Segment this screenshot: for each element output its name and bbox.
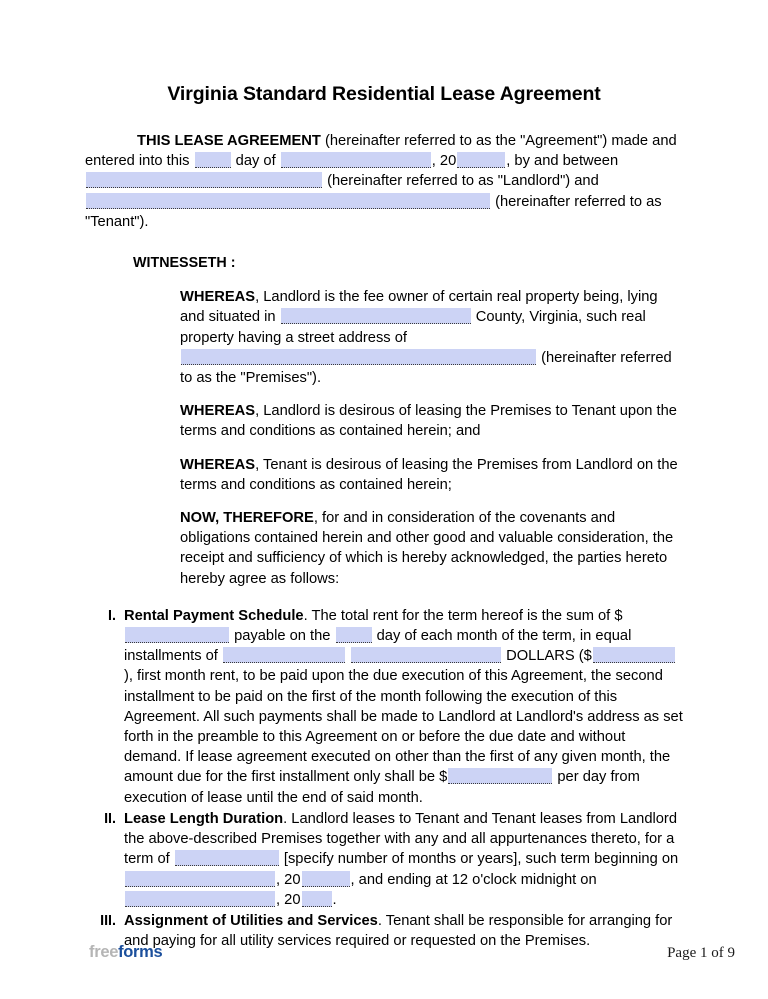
preamble-text-2: day of <box>231 153 280 170</box>
section-1-text-2: payable on the <box>230 628 335 645</box>
logo-text-free: free <box>89 943 119 961</box>
section-lease-length-duration <box>85 809 683 910</box>
blank-month[interactable] <box>281 152 431 168</box>
section-2-text-3: , 20 <box>276 871 301 888</box>
preamble-lead: THIS LEASE AGREEMENT <box>137 133 321 149</box>
numbered-sections <box>85 606 683 951</box>
preamble-text-4: , by and between <box>506 153 619 170</box>
section-3-text-1: . Tenant shall be responsible for arranging for and paying for all utility services required or requested on the Premises. <box>124 912 673 950</box>
blank-installment-words-1[interactable] <box>223 647 345 663</box>
section-numeral-1: I. <box>108 607 116 624</box>
blank-rent-due-day[interactable] <box>336 627 372 643</box>
blank-prorated-daily-amount[interactable] <box>448 768 552 784</box>
preamble-text-3: , 20 <box>431 153 457 170</box>
page-footer <box>0 938 768 978</box>
freeforms-logo[interactable] <box>89 943 162 962</box>
section-1-text-4 <box>346 648 350 664</box>
whereas-clause-3 <box>85 455 683 495</box>
section-1-text-7: per day from execution of lease until the end of said month. <box>124 769 640 806</box>
whereas-clause-1 <box>85 287 683 388</box>
blank-start-year[interactable] <box>302 871 350 887</box>
preamble-paragraph <box>85 131 683 232</box>
blank-day-of-month[interactable] <box>195 152 231 168</box>
now-therefore-lead: NOW, THEREFORE <box>180 510 314 527</box>
blank-tenant-name[interactable] <box>86 193 490 209</box>
section-1-paragraph <box>124 606 683 808</box>
blank-street-address[interactable] <box>181 349 536 365</box>
whereas-text-2a: , Landlord is desirous of leasing the Premises to Tenant upon the terms and conditions as contained herein; and <box>180 403 677 440</box>
page-number: Page 1 of 9 <box>667 945 735 961</box>
section-1-text-6: ), first month rent, to be paid upon the due execution of this Agreement, the second installment to be paid on the first of the month following the execution of this Agreement. All such payments shall be made to Landlord at Landlord's address as set forth in the preamble to this Agreement on or before the due date and without demand. If lease agreement executed on other than the first of any given month, the amount due for the first installment only shall be $ <box>124 668 683 786</box>
section-numeral-3: III. <box>100 912 116 929</box>
section-2-paragraph <box>124 809 683 910</box>
whereas-text-1a: , Landlord is the fee owner of certain real property being, lying and situated in <box>180 289 658 326</box>
blank-installment-words-2[interactable] <box>351 647 501 663</box>
section-1-text-3: day of each month of the term, in equal installments of <box>124 628 632 665</box>
section-2-text-5: , 20 <box>276 891 301 908</box>
section-2-heading: Lease Length Duration <box>124 810 284 827</box>
now-therefore-clause <box>85 508 683 589</box>
blank-end-year[interactable] <box>302 891 332 907</box>
blank-lease-term-length[interactable] <box>175 850 279 866</box>
witnesseth-label: WITNESSETH : <box>133 255 236 272</box>
section-rental-payment-schedule <box>85 606 683 808</box>
section-1-text-5: DOLLARS ($ <box>502 648 592 665</box>
section-2-text-6: . <box>332 891 337 908</box>
section-2-text-2: [specify number of months or years], such term beginning on <box>279 851 679 868</box>
section-numeral-2: II. <box>104 810 116 827</box>
preamble-text-5: (hereinafter referred to as "Landlord") and <box>323 173 599 190</box>
blank-installment-amount[interactable] <box>593 647 675 663</box>
preamble-text-1: (hereinafter referred to as the "Agreement") made and entered into this <box>85 133 677 170</box>
blank-total-rent-amount[interactable] <box>125 627 229 643</box>
whereas-lead-2: WHEREAS <box>180 403 256 420</box>
logo-text-forms: forms <box>118 943 163 961</box>
whereas-text-1b: County, Virginia, such real property having a street address of <box>180 309 646 346</box>
blank-landlord-name[interactable] <box>86 172 322 188</box>
whereas-lead-1: WHEREAS <box>180 289 256 306</box>
section-3-heading: Assignment of Utilities and Services <box>124 912 378 929</box>
section-2-text-1: . Landlord leases to Tenant and Tenant leases from Landlord the above-described Premises together with any and all appurtenances thereto, for a term of <box>124 810 677 868</box>
blank-end-date[interactable] <box>125 891 275 907</box>
document-body <box>85 131 683 951</box>
blank-start-date[interactable] <box>125 871 275 887</box>
page-title: Virginia Standard Residential Lease Agreement <box>167 83 601 106</box>
whereas-text-1c: (hereinafter referred to as the "Premises"). <box>180 349 672 387</box>
preamble-text-6: (hereinafter referred to as "Tenant"). <box>85 193 662 230</box>
blank-year[interactable] <box>457 152 505 168</box>
blank-county[interactable] <box>281 308 471 324</box>
now-therefore-text: , for and in consideration of the covenants and obligations contained herein and other good and valuable consideration, the receipt and sufficiency of which is hereby acknowledged, the parties hereto hereby agree as follows: <box>180 510 674 587</box>
section-1-heading: Rental Payment Schedule <box>124 607 304 624</box>
whereas-clause-2 <box>85 401 683 441</box>
whereas-text-3a: , Tenant is desirous of leasing the Premises from Landlord on the terms and conditions as contained herein; <box>180 456 678 493</box>
whereas-lead-3: WHEREAS <box>180 456 256 473</box>
section-1-text-1: . The total rent for the term hereof is the sum of $ <box>303 607 623 624</box>
section-2-text-4: , and ending at 12 o'clock midnight on <box>350 871 597 888</box>
